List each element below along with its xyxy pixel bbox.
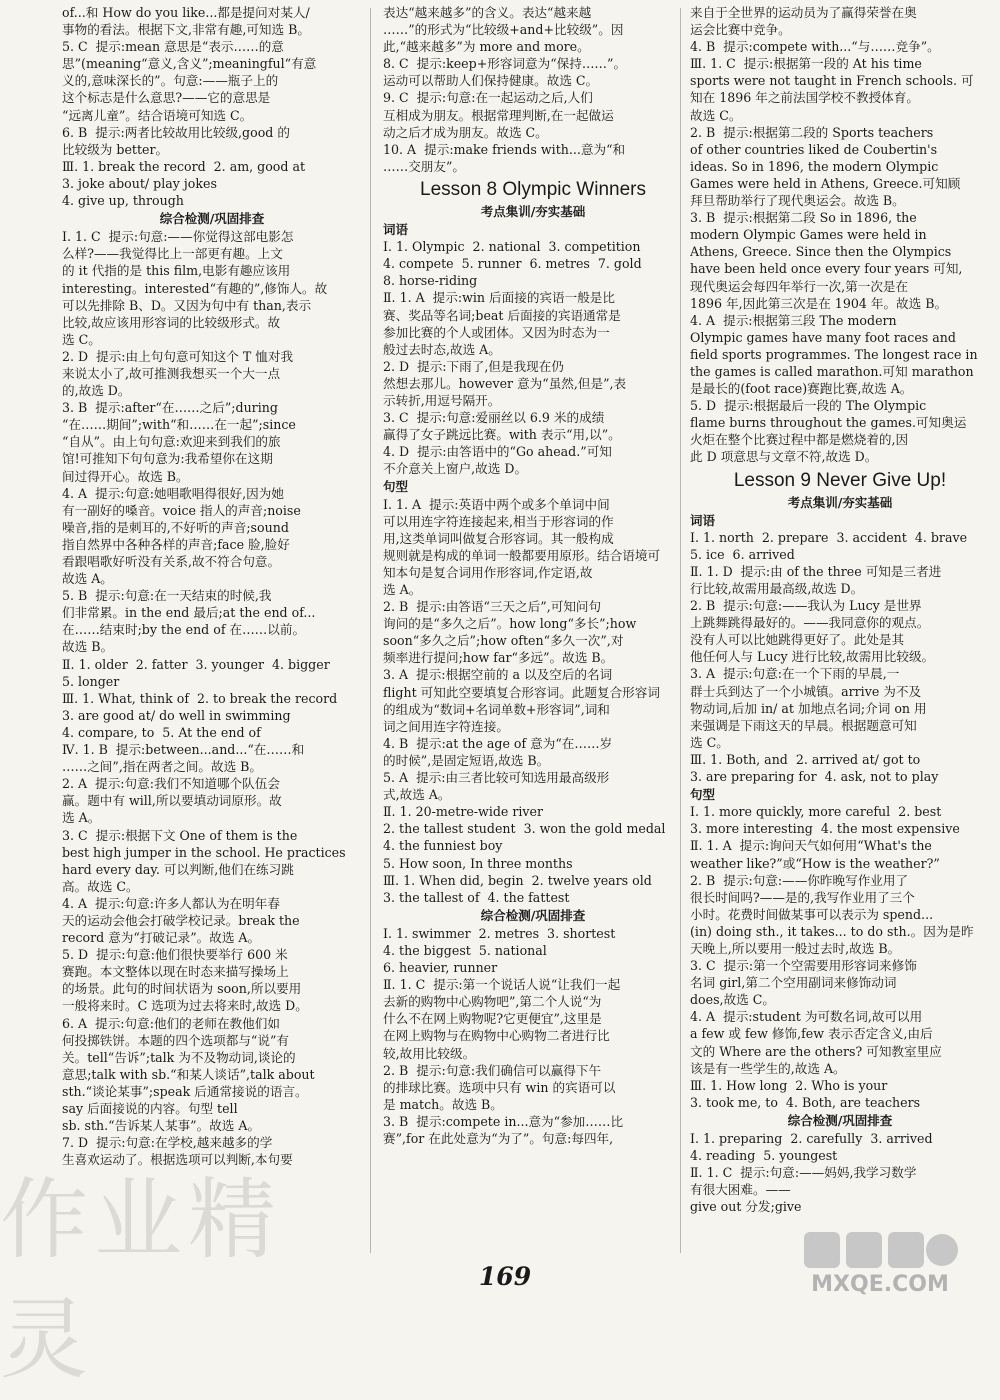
answer-line: 知在 1896 年之前法国学校不教授体育。: [690, 90, 919, 106]
answer-line: Ⅲ. 1. How long 2. Who is your: [690, 1077, 888, 1093]
answer-line: interesting。interested“有趣的”,修饰人。故: [62, 280, 328, 296]
answer-line: Ⅱ. 1. 20-metre-wide river: [383, 804, 544, 820]
answer-line: Ⅰ. 1. Olympic 2. national 3. competition: [383, 239, 641, 255]
answer-line: 来说太小了,故可推测我想买一个大一点: [62, 365, 281, 381]
column-middle: [383, 4, 683, 1259]
answer-line: 何投掷铁饼。本题的四个选项都与“说”有: [62, 1032, 289, 1048]
answer-line: 5. A 提示:由三者比较可知选用最高级形: [383, 770, 610, 786]
answer-line: 互相成为朋友。根据常理判断,在一起做运: [383, 107, 614, 123]
watermark-left: 作业精灵: [0, 1168, 283, 1391]
answer-line: 3. A 提示:句意:在一个下雨的早晨,一: [690, 666, 900, 682]
answer-line: 比较级为 better。: [62, 141, 169, 157]
answer-line: 4. D 提示:由答语中的“Go ahead.”可知: [383, 444, 612, 460]
answer-line: 4. B 提示:compete with...“与……竞争”。: [690, 39, 940, 55]
answer-line: Ⅲ. 1. Both, and 2. arrived at/ got to: [690, 751, 921, 767]
answer-line: flight 可知此空要填复合形容词。此题复合形容词: [383, 684, 660, 700]
answer-line: 4. A 提示:句意:许多人都认为在明年春: [62, 895, 280, 911]
answer-line: 3. are good at/ do well in swimming: [62, 707, 291, 723]
answer-line: 5. D 提示:根据最后一段的 The Olympic: [690, 398, 927, 414]
answer-line: a few 或 few 修饰,few 表示否定含义,由后: [690, 1026, 933, 1042]
answer-line: 此 D 项意思与文章不符,故选 D。: [690, 449, 878, 465]
answer-line: Ⅲ. 1. break the record 2. am, good at: [62, 158, 306, 174]
answer-line: 3. the tallest of 4. the fattest: [383, 889, 570, 905]
answer-line: 赢得了女子跳远比赛。with 表示“用,以”。: [383, 427, 621, 443]
answer-line: 的,故选 D。: [62, 383, 131, 399]
answer-line: 事物的看法。根据下文,非常有趣,可知选 B。: [62, 22, 310, 38]
section-heading: 综合检测/巩固排查: [480, 907, 586, 923]
answer-line: 名词 girl,第二个空用副词来修饰动词: [690, 975, 897, 991]
answer-line: 义的,意味深长的”。句意:——瓶子上的: [62, 73, 279, 89]
section-heading: 综合检测/巩固排查: [787, 1112, 893, 1128]
answer-line: 般过去时态,故选 A。: [383, 341, 501, 357]
answer-line: (in) doing sth., it takes... to do sth.。因为是昨: [690, 923, 974, 939]
answer-line: Ⅱ. 1. D 提示:由 of the three 可知是三者进: [690, 563, 942, 579]
answer-line: 5. D 提示:句意:他们很快要举行 600 米: [62, 947, 288, 963]
answer-line: 看跟唱歌好听没有关系,故不符合句意。: [62, 554, 281, 569]
answer-line: 表达“越来越多”的含义。表达“越来越: [383, 5, 592, 20]
lesson-8-section-heading: 考点集训/夯实基础: [480, 203, 586, 219]
column-right: [690, 4, 990, 1259]
answer-line: 指自然界中各种各样的声音;face 脸,脸好: [62, 536, 290, 552]
answer-line: 噪音,指的是刺耳的,不好听的声音;sound: [62, 519, 289, 535]
answer-line: 高。故选 C。: [62, 878, 139, 894]
answer-line: 的 it 代指的是 this film,电影有趣应该用: [62, 263, 291, 279]
answer-line: 间过得开心。故选 B。: [62, 468, 189, 484]
answer-line: 8. horse-riding: [383, 273, 478, 289]
answer-line: Olympic games have many foot races and: [690, 329, 956, 345]
answer-line: 10. A 提示:make friends with...意为“和: [383, 141, 626, 157]
answer-line: 赛”,for 在此处意为“为了”。句意:每四年,: [383, 1131, 614, 1146]
answer-line: 这个标志是什么意思?——它的意思是: [62, 90, 271, 106]
answer-line: field sports programmes. The longest race in: [690, 346, 978, 362]
answer-line: 有很大困难。——: [690, 1182, 791, 1198]
answer-line: 意思;talk with sb.“和某人谈话”,talk about: [62, 1066, 315, 1082]
answer-line: 关。tell“告诉”;talk 为不及物动词,谈论的: [62, 1049, 296, 1065]
answer-line: 群士兵到达了一个小城镇。arrive 为不及: [690, 683, 922, 699]
answer-line: 6. A 提示:句意:他们的老师在教他们如: [62, 1015, 280, 1031]
lesson-8-title: Lesson 8 Olympic Winners: [420, 178, 646, 200]
answer-line: 式,故选 A。: [383, 787, 451, 803]
answer-line: flame burns throughout the games.可知奥运: [690, 415, 967, 431]
answer-line: 5. longer: [62, 673, 120, 689]
subsection-heading: 句型: [690, 787, 716, 803]
answer-line: 2. B 提示:由答语“三天之后”,可知问句: [383, 599, 602, 615]
answer-line: Ⅰ. 1. preparing 2. carefully 3. arrived: [690, 1131, 933, 1146]
answer-line: 拜旦帮助举行了现代奥运会。故选 B。: [690, 193, 905, 209]
answer-line: 文的 Where are the others? 可知教室里应: [690, 1043, 942, 1059]
answer-line: 上跳舞跳得最好的。——我同意你的观点。: [690, 615, 930, 631]
answer-line: 4. A 提示:student 为可数名词,故可以用: [690, 1009, 923, 1025]
answer-line: 该是有一些学生的,故选 A。: [690, 1060, 846, 1076]
answer-line: Ⅰ. 1. more quickly, more careful 2. best: [690, 804, 942, 820]
answer-line: 频率进行提问;how far“多远”。故选 B。: [383, 650, 614, 666]
answer-line: give out 分发;give: [690, 1199, 802, 1215]
answer-line: of...和 How do you like...都是提问对某人/: [62, 5, 310, 20]
answer-line: 3. C 提示:根据下文 One of them is the: [62, 827, 298, 843]
answer-line: ……交朋友”。: [383, 158, 466, 174]
answer-line: Ⅰ. 1. C 提示:句意:——你觉得这部电影怎: [62, 229, 294, 245]
answer-line: modern Olympic Games were held in: [690, 227, 927, 243]
answer-line: 可以用连字符连接起来,相当于形容词的作: [383, 513, 614, 529]
answer-line: 故选 A。: [62, 571, 113, 587]
answer-line: 没有人可以比她跳得更好了。此处是其: [690, 632, 905, 648]
answer-line: say 后面接说的内容。句型 tell: [62, 1101, 238, 1116]
answer-line: 是最长的(foot race)赛跑比赛,故选 A。: [690, 381, 913, 397]
answer-line: hard every day. 可以判断,他们在练习跳: [62, 861, 294, 877]
answer-line: 询问的是“多久之后”。how long“多长”;how: [383, 616, 637, 632]
answer-line: 6. heavier, runner: [383, 960, 498, 976]
answer-line: 规则就是构成的单词一般都要用原形。结合语境可: [383, 547, 661, 563]
answer-line: 在……结束时;by the end of 在……以前。: [62, 622, 306, 638]
answer-line: 用,这类单词叫做复合形容词。其一般构成: [383, 530, 614, 546]
answer-line: 一般将来时。C 选项为过去将来时,故选 D。: [62, 998, 308, 1014]
answer-line: 火炬在整个比赛过程中都是燃烧着的,因: [690, 432, 909, 448]
answer-line: 选 C。: [690, 734, 729, 750]
answer-line: 2. D 提示:由上句句意可知这个 T 恤对我: [62, 348, 294, 364]
answer-line: 赛、奖品等名词;beat 后面接的宾语通常是: [383, 307, 621, 323]
watermark-url: MXQE.COM: [811, 1272, 949, 1297]
answer-line: sports were not taught in French schools. 可: [690, 73, 974, 89]
answer-line: 选 A。: [62, 810, 101, 826]
answer-line: Ⅲ. 1. What, think of 2. to break the record: [62, 690, 338, 706]
answer-line: 2. B 提示:句意:我们确信可以赢得下午: [383, 1062, 602, 1078]
answer-line: Ⅰ. 1. A 提示:英语中两个或多个单词中间: [383, 496, 610, 512]
answer-line: 2. B 提示:根据第二段的 Sports teachers: [690, 124, 934, 140]
answer-line: sb. sth.“告诉某人某事”。故选 A。: [62, 1118, 261, 1134]
answer-line: 不介意关上窗户,故选 D。: [383, 461, 528, 477]
lesson-9-title: Lesson 9 Never Give Up!: [733, 469, 947, 491]
answer-line: 思”(meaning“意义,含义”;meaningful“有意: [62, 56, 317, 72]
answer-line: 4. A 提示:句意:她唱歌唱得很好,因为她: [62, 485, 284, 501]
answer-line: Athens, Greece. Since then the Olympics: [690, 244, 952, 260]
answer-line: 5. ice 6. arrived: [690, 546, 795, 562]
answer-line: 3. A 提示:根据空前的 a 以及空后的名词: [383, 667, 613, 683]
column-left: [62, 4, 362, 1259]
answer-line: 4. give up, through: [62, 193, 184, 209]
answer-line: Ⅱ. 1. A 提示:询问天气如何用“What's the: [690, 838, 932, 854]
answer-line: the games is called marathon.可知 marathon: [690, 363, 974, 379]
answer-line: 他任何人与 Lucy 进行比较,故需用比较级。: [690, 649, 935, 665]
answer-line: 的排球比赛。选项中只有 win 的宾语可以: [383, 1079, 616, 1095]
answer-line: 3. joke about/ play jokes: [62, 175, 217, 191]
answer-line: 动之后才成为朋友。故选 C。: [383, 124, 548, 140]
answer-line: 3. B 提示:after“在……之后”;during: [62, 400, 278, 416]
answer-line: Ⅱ. 1. C 提示:句意:——妈妈,我学习数学: [690, 1165, 917, 1181]
answer-line: Ⅱ. 1. A 提示:win 后面接的宾语一般是比: [383, 290, 615, 306]
answer-line: 比较,故应该用形容词的比较级形式。故: [62, 314, 281, 330]
answer-line: 很长时间吗?——是的,我写作业用了三个: [690, 889, 915, 905]
column-divider: [370, 8, 371, 1253]
answer-line: 在网上购物与在购物中心购物二者进行比: [383, 1028, 610, 1044]
answer-line: 3. B 提示:根据第二段 So in 1896, the: [690, 210, 917, 226]
answer-line: 6. B 提示:两者比较故用比较级,good 的: [62, 124, 290, 140]
answer-line: 4. compete 5. runner 6. metres 7. gold: [383, 256, 642, 272]
answer-line: Games were held in Athens, Greece.可知顾: [690, 175, 961, 191]
answer-line: 3. took me, to 4. Both, are teachers: [690, 1094, 921, 1110]
watermark-logo-icon: [800, 1228, 960, 1272]
watermark-logo: [800, 1228, 995, 1296]
subsection-heading: 句型: [383, 479, 409, 495]
answer-line: 2. A 提示:句意:我们不知道哪个队伍会: [62, 776, 280, 792]
answer-line: 5. C 提示:mean 意思是“表示……的意: [62, 39, 284, 55]
answer-line: 4. B 提示:at the age of 意为“在……岁: [383, 735, 613, 751]
answer-line: 3. B 提示:compete in...意为“参加……比: [383, 1113, 624, 1129]
answer-line: 天的运动会他会打破学校记录。break the: [62, 912, 300, 928]
answer-line: Ⅱ. 1. older 2. fatter 3. younger 4. bigger: [62, 656, 330, 672]
answer-line: “自从”。由上句句意:欢迎来到我们的旅: [62, 434, 281, 450]
answer-line: Ⅰ. 1. swimmer 2. metres 3. shortest: [383, 925, 616, 941]
answer-line: 去新的购物中心购物吧”,第二个人说“为: [383, 994, 602, 1010]
answer-line: 们非常累。in the end 最后;at the end of...: [62, 605, 316, 621]
answer-line: 天晚上,所以要用一般过去时,故选 B。: [690, 940, 901, 956]
answer-line: 4. the funniest boy: [383, 838, 503, 854]
answer-line: 词之间用连字符连接。: [383, 718, 509, 734]
answer-line: 有一副好的嗓音。voice 指人的声音;noise: [62, 502, 301, 518]
answer-line: 9. C 提示:句意:在一起运动之后,人们: [383, 90, 593, 106]
answer-line: 较,故用比较级。: [383, 1045, 476, 1061]
answer-line: 是 match。故选 B。: [383, 1096, 503, 1112]
answer-line: 来自于全世界的运动员为了赢得荣誉在奥: [690, 5, 917, 20]
answer-line: Ⅱ. 1. C 提示:第一个说话人说“让我们一起: [383, 977, 621, 993]
answer-line: 选 A。: [383, 582, 422, 597]
answer-line: Ⅳ. 1. B 提示:between...and...“在……和: [62, 742, 305, 758]
answer-line: 运动可以帮助人们保持健康。故选 C。: [383, 73, 599, 89]
subsection-heading: 词语: [383, 222, 409, 238]
answer-line: 赢。题中有 will,所以要填动词原形。故: [62, 793, 282, 809]
answer-line: of other countries liked de Coubertin's: [690, 141, 938, 157]
answer-line: 运会比赛中竞争。: [690, 22, 791, 38]
answer-line: 4. the biggest 5. national: [383, 942, 547, 958]
answer-line: 8. C 提示:keep+形容词意为“保持……”。: [383, 56, 627, 72]
answer-line: 3. are preparing for 4. ask, not to play: [690, 769, 939, 785]
answer-line: 2. B 提示:句意:——你昨晚写作业用了: [690, 872, 909, 888]
answer-line: 馆!可推知下句句意为:我希望你在这期: [62, 451, 273, 467]
answer-line: 现代奥运会每四年举行一次,第一次是在: [690, 278, 909, 294]
answer-line: 行比较,故需用最高级,故选 D。: [690, 581, 864, 596]
answer-line: ideas. So in 1896, the modern Olympic: [690, 158, 939, 174]
answer-line: 3. more interesting 4. the most expensive: [690, 821, 960, 837]
answer-line: 的场景。此句的时间状语为 soon,所以要用: [62, 981, 302, 997]
lesson-9-section-heading: 考点集训/夯实基础: [787, 494, 893, 510]
answer-line: 7. D 提示:句意:在学校,越来越多的学: [62, 1135, 273, 1151]
answer-line: 物动词,后加 in/ at 加地点名词;介词 on 用: [690, 700, 927, 716]
answer-line: 来强调是下雨这天的早晨。根据题意可知: [690, 717, 917, 733]
section-heading: 综合检测/巩固排查: [159, 211, 265, 227]
answer-line: 示转折,用逗号隔开。: [383, 392, 501, 408]
answer-line: 可以先排除 B、D。又因为句中有 than,表示: [62, 297, 312, 313]
answer-line: Ⅲ. 1. When did, begin 2. twelve years old: [383, 872, 652, 888]
answer-line: 然想去那儿。however 意为“虽然,但是”,表: [383, 375, 627, 391]
answer-line: 3. C 提示:第一个空需要用形容词来修饰: [690, 958, 917, 974]
answer-line: soon“多久之后”;how often“多久一次”,对: [383, 633, 624, 649]
answer-line: 2. B 提示:句意:——我认为 Lucy 是世界: [690, 598, 922, 614]
answer-line: have been held once every four years 可知,: [690, 261, 963, 277]
answer-line: ……之间”,指在两者之间。故选 B。: [62, 759, 263, 775]
answer-line: 5. B 提示:句意:在一天结束的时候,我: [62, 588, 272, 604]
answer-line: 参加比赛的个人或团体。又因为时态为一: [383, 324, 610, 340]
answer-line: ……”的形式为“比较级+and+比较级”。因: [383, 22, 624, 38]
answer-line: record 意为“打破记录”。故选 A。: [62, 930, 261, 946]
answer-line: weather like?”或“How is the weather?”: [690, 855, 940, 871]
answer-line: 5. How soon, In three months: [383, 855, 573, 871]
answer-line: 什么不在网上购物呢?它更便宜”,这里是: [383, 1011, 602, 1027]
answer-line: Ⅰ. 1. north 2. prepare 3. accident 4. brave: [690, 529, 968, 545]
answer-line: 选 C。: [62, 331, 101, 347]
answer-line: 1896 年,因此第三次是在 1904 年。故选 B。: [690, 295, 948, 311]
answer-line: 此,“越来越多”为 more and more。: [383, 39, 590, 55]
answer-line: 4. compare, to 5. At the end of: [62, 724, 261, 740]
answer-line: “在……期间”;with“和……在一起”;since: [62, 417, 296, 433]
answer-line: 故选 B。: [62, 639, 114, 655]
answer-line: “远离儿童”。结合语境可知选 C。: [62, 107, 253, 123]
answer-line: best high jumper in the school. He practices: [62, 844, 346, 860]
page-number: 169: [478, 1262, 532, 1291]
answer-line: 故选 C。: [690, 107, 742, 123]
answer-line: 4. reading 5. youngest: [690, 1148, 838, 1164]
answer-line: 3. C 提示:句意:爱丽丝以 6.9 米的成绩: [383, 410, 605, 426]
answer-line: sth.“谈论某事”;speak 后通常接说的语言。: [62, 1083, 308, 1099]
answer-line: 么样?——我觉得比上一部更有趣。上文: [62, 246, 283, 262]
answer-line: 小时。花费时间做某事可以表示为 spend...: [690, 906, 934, 922]
subsection-heading: 词语: [690, 512, 716, 528]
answer-line: 的时候”,是固定短语,故选 B。: [383, 752, 550, 768]
answer-line: Ⅲ. 1. C 提示:根据第一段的 At his time: [690, 56, 922, 72]
answer-line: 赛跑。本文整体以现在时态来描写操场上: [62, 964, 289, 980]
answer-line: 4. A 提示:根据第三段 The modern: [690, 312, 897, 328]
answer-line: 生喜欢运动了。根据选项可以判断,本句要: [62, 1152, 293, 1168]
answer-line: 2. D 提示:下雨了,但是我现在仍: [383, 358, 564, 374]
answer-line: 知本句是复合词用作形容词,作定语,故: [383, 564, 593, 580]
answer-line: 的组成为“数词+名词单数+形容词”,词和: [383, 701, 610, 717]
answer-line: does,故选 C。: [690, 992, 775, 1008]
answer-line: 2. the tallest student 3. won the gold medal: [383, 821, 666, 837]
